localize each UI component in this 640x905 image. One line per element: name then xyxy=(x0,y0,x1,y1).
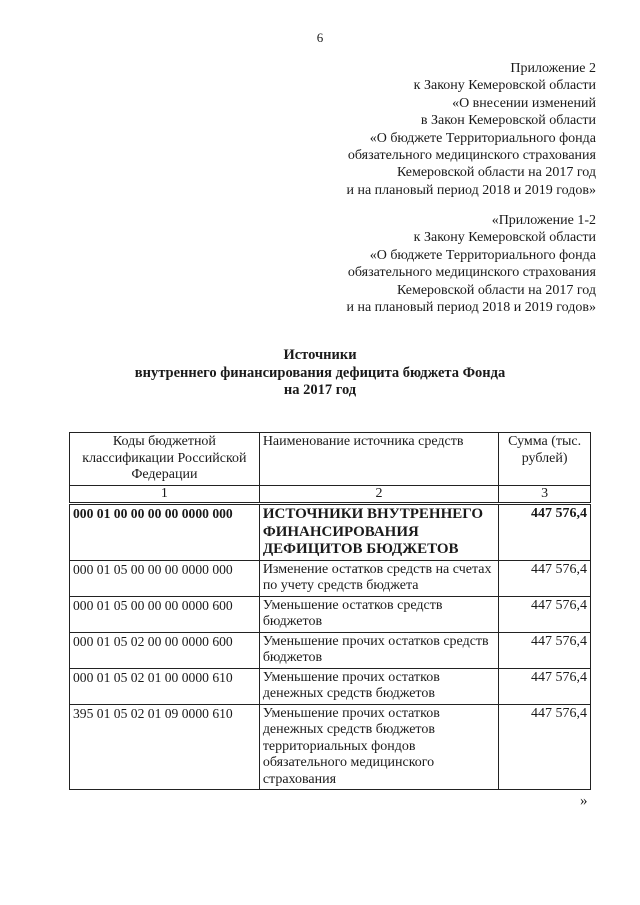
header-sum: Сумма (тыс. рублей) xyxy=(499,433,591,486)
row-name: Уменьшение прочих остатков денежных средств бюджетов территориальных фондов обязательного медицинского страхования xyxy=(259,704,498,790)
document-title xyxy=(0,347,640,400)
table-row xyxy=(70,632,591,668)
table-row xyxy=(70,704,591,790)
appendix-1-line: Кемеровской области на 2017 год xyxy=(396,165,596,181)
row-code: 000 01 05 00 00 00 0000 600 xyxy=(70,596,260,632)
table-row xyxy=(70,504,591,561)
appendix-1-line: Приложение 2 xyxy=(510,61,596,76)
appendix-1-line: в Закон Кемеровской области xyxy=(420,113,596,129)
table-row xyxy=(70,596,591,632)
header-code: Коды бюджетной классификации Российской Федерации xyxy=(70,433,260,486)
appendix-1-line: и на плановый период 2018 и 2019 годов» xyxy=(346,182,596,198)
row-sum: 447 576,4 xyxy=(499,704,591,790)
table-header-row xyxy=(70,433,591,486)
row-name: Изменение остатков средств на счетах по учету средств бюджета xyxy=(259,560,498,596)
row-code: 000 01 05 02 00 00 0000 600 xyxy=(70,632,260,668)
row-code: 000 01 05 00 00 00 0000 000 xyxy=(70,560,260,596)
table-row xyxy=(70,668,591,704)
appendix-1-line: к Закону Кемеровской области xyxy=(413,78,596,94)
appendix-2-line: Кемеровской области на 2017 год xyxy=(396,282,596,298)
row-sum: 447 576,4 xyxy=(499,668,591,704)
appendix-header-1 xyxy=(346,60,596,199)
row-name: Уменьшение прочих остатков средств бюджетов xyxy=(259,632,498,668)
title-line: внутреннего финансирования дефицита бюджета Фонда xyxy=(134,364,506,381)
row-code: 000 01 05 02 01 00 0000 610 xyxy=(70,668,260,704)
row-name: Уменьшение остатков средств бюджетов xyxy=(259,596,498,632)
row-sum: 447 576,4 xyxy=(499,596,591,632)
closing-quote: » xyxy=(580,793,588,809)
table-row xyxy=(70,560,591,596)
column-number: 1 xyxy=(70,485,260,504)
title-line: Источники xyxy=(283,347,357,363)
appendix-2-line: обязательного медицинского страхования xyxy=(347,265,596,281)
column-number-row xyxy=(70,485,591,504)
column-number: 2 xyxy=(259,485,498,504)
appendix-2-line: «О бюджете Территориального фонда xyxy=(369,247,596,263)
appendix-header-2 xyxy=(346,212,596,316)
appendix-1-line: «О внесении изменений xyxy=(452,95,596,111)
title-line: на 2017 год xyxy=(283,382,357,398)
appendix-1-line: «О бюджете Территориального фонда xyxy=(369,130,596,146)
appendix-2-line: и на плановый период 2018 и 2019 годов» xyxy=(346,300,596,316)
page-number: 6 xyxy=(316,30,324,45)
appendix-2-line: к Закону Кемеровской области xyxy=(413,230,596,246)
row-code: 000 01 00 00 00 00 0000 000 xyxy=(70,504,260,561)
header-name: Наименование источника средств xyxy=(259,433,498,486)
row-sum: 447 576,4 xyxy=(499,504,591,561)
appendix-1-line: обязательного медицинского страхования xyxy=(347,148,596,164)
appendix-2-line: «Приложение 1-2 xyxy=(491,213,596,228)
row-name: Уменьшение прочих остатков денежных средств бюджетов xyxy=(259,668,498,704)
row-code: 395 01 05 02 01 09 0000 610 xyxy=(70,704,260,790)
column-number: 3 xyxy=(499,485,591,504)
row-sum: 447 576,4 xyxy=(499,632,591,668)
row-sum: 447 576,4 xyxy=(499,560,591,596)
row-name: ИСТОЧНИКИ ВНУТРЕННЕГО ФИНАНСИРОВАНИЯ ДЕФИЦИТОВ БЮДЖЕТОВ xyxy=(259,504,498,561)
sources-table xyxy=(69,432,591,790)
